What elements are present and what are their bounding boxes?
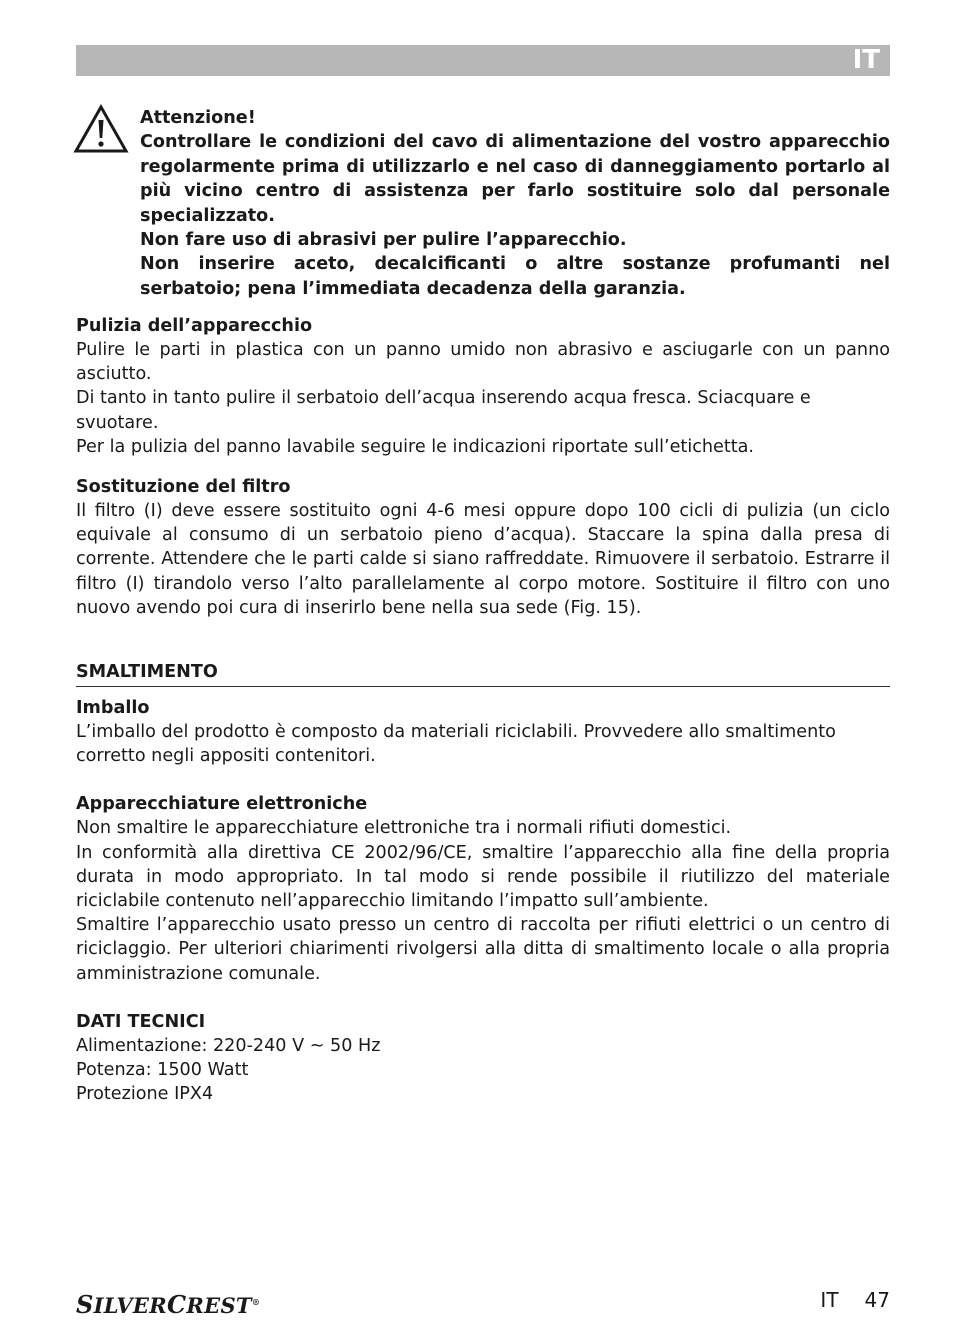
packaging-paragraph: L’imballo del prodotto è composto da materiali riciclabili. Provvedere allo smaltimento corretto negli appositi contenitori. — [76, 722, 836, 767]
filter-paragraph: Il filtro (I) deve essere sostituito ogni 4-6 mesi oppure dopo 100 cicli di pulizia (un ciclo equivale al consumo di un serbatoio pieno d’acqua). Staccare la spina dalla presa di corrente. Attendere che le parti calde si siano raffreddate. Rimuovere il serbatoio. Estrarre il filtro (I) tirandolo verso l’alto parallelamente al corpo motore. Sostituire il filtro con uno nuovo avendo poi cura di inserirlo bene nella sua sede (Fig. 15). — [76, 501, 890, 618]
warning-triangle-icon — [73, 104, 129, 154]
warning-paragraph: Non inserire aceto, decalcificanti o altre sostanze profumanti nel serbatoio; pena l’immediata decadenza della garanzia. — [140, 254, 890, 299]
filter-heading: Sostituzione del filtro — [76, 477, 291, 498]
footer-page-number: 47 — [864, 1288, 890, 1312]
electronics-heading: Apparecchiature elettroniche — [76, 794, 368, 815]
main-content — [76, 314, 890, 1106]
warning-block — [140, 106, 890, 301]
footer-language: IT — [820, 1288, 839, 1312]
cleaning-heading: Pulizia dell’apparecchio — [76, 316, 313, 336]
electronics-paragraph: Smaltire l’apparecchio usato presso un centro di raccolta per rifiuti elettrici o un centro di riciclaggio. Per ulteriori chiarimenti rivolgersi alla ditta di smaltimento locale o alla propria amministrazione comunale. — [76, 915, 890, 984]
cleaning-paragraph: Pulire le parti in plastica con un panno umido non abrasivo e asciugarle con un panno asciutto. — [76, 340, 890, 385]
electronics-paragraph: Non smaltire le apparecchiature elettroniche tra i normali rifiuti domestici. — [76, 818, 732, 839]
tech-line: Protezione IPX4 — [76, 1084, 214, 1105]
cleaning-paragraph: Di tanto in tanto pulire il serbatoio dell’acqua inserendo acqua fresca. Sciacquare e svuotare. — [76, 388, 811, 433]
cleaning-paragraph: Per la pulizia del panno lavabile seguire le indicazioni riportate sull’etichetta. — [76, 436, 755, 457]
packaging-heading: Imballo — [76, 698, 150, 719]
electronics-paragraph: In conformità alla direttiva CE 2002/96/CE, smaltire l’apparecchio alla fine della propria durata in modo appropriato. In tal modo si rende possibile il riutilizzo del materiale riciclabile contenuto nell’apparecchio limitando l’impatto sull’ambiente. — [76, 842, 890, 912]
disposal-heading: SMALTIMENTO — [76, 662, 218, 683]
brand-logo: SILVERCREST® — [76, 1290, 261, 1319]
warning-title: Attenzione! — [140, 108, 256, 128]
language-badge: IT — [852, 45, 880, 75]
tech-line: Potenza: 1500 Watt — [76, 1060, 249, 1081]
language-header-bar — [76, 45, 890, 76]
page-number — [820, 1288, 890, 1312]
page-footer — [76, 1286, 890, 1320]
warning-paragraph: Non fare uso di abrasivi per pulire l’apparecchio. — [140, 230, 627, 251]
tech-line: Alimentazione: 220-240 V ~ 50 Hz — [76, 1035, 381, 1056]
section-divider — [76, 686, 890, 687]
warning-paragraph: Controllare le condizioni del cavo di alimentazione del vostro apparecchio regolarmente prima di utilizzarlo e nel caso di danneggiamento portarlo al più vicino centro di assistenza per farlo sostituire solo dal personale specializzato. — [140, 132, 890, 226]
tech-heading: DATI TECNICI — [76, 1011, 206, 1032]
